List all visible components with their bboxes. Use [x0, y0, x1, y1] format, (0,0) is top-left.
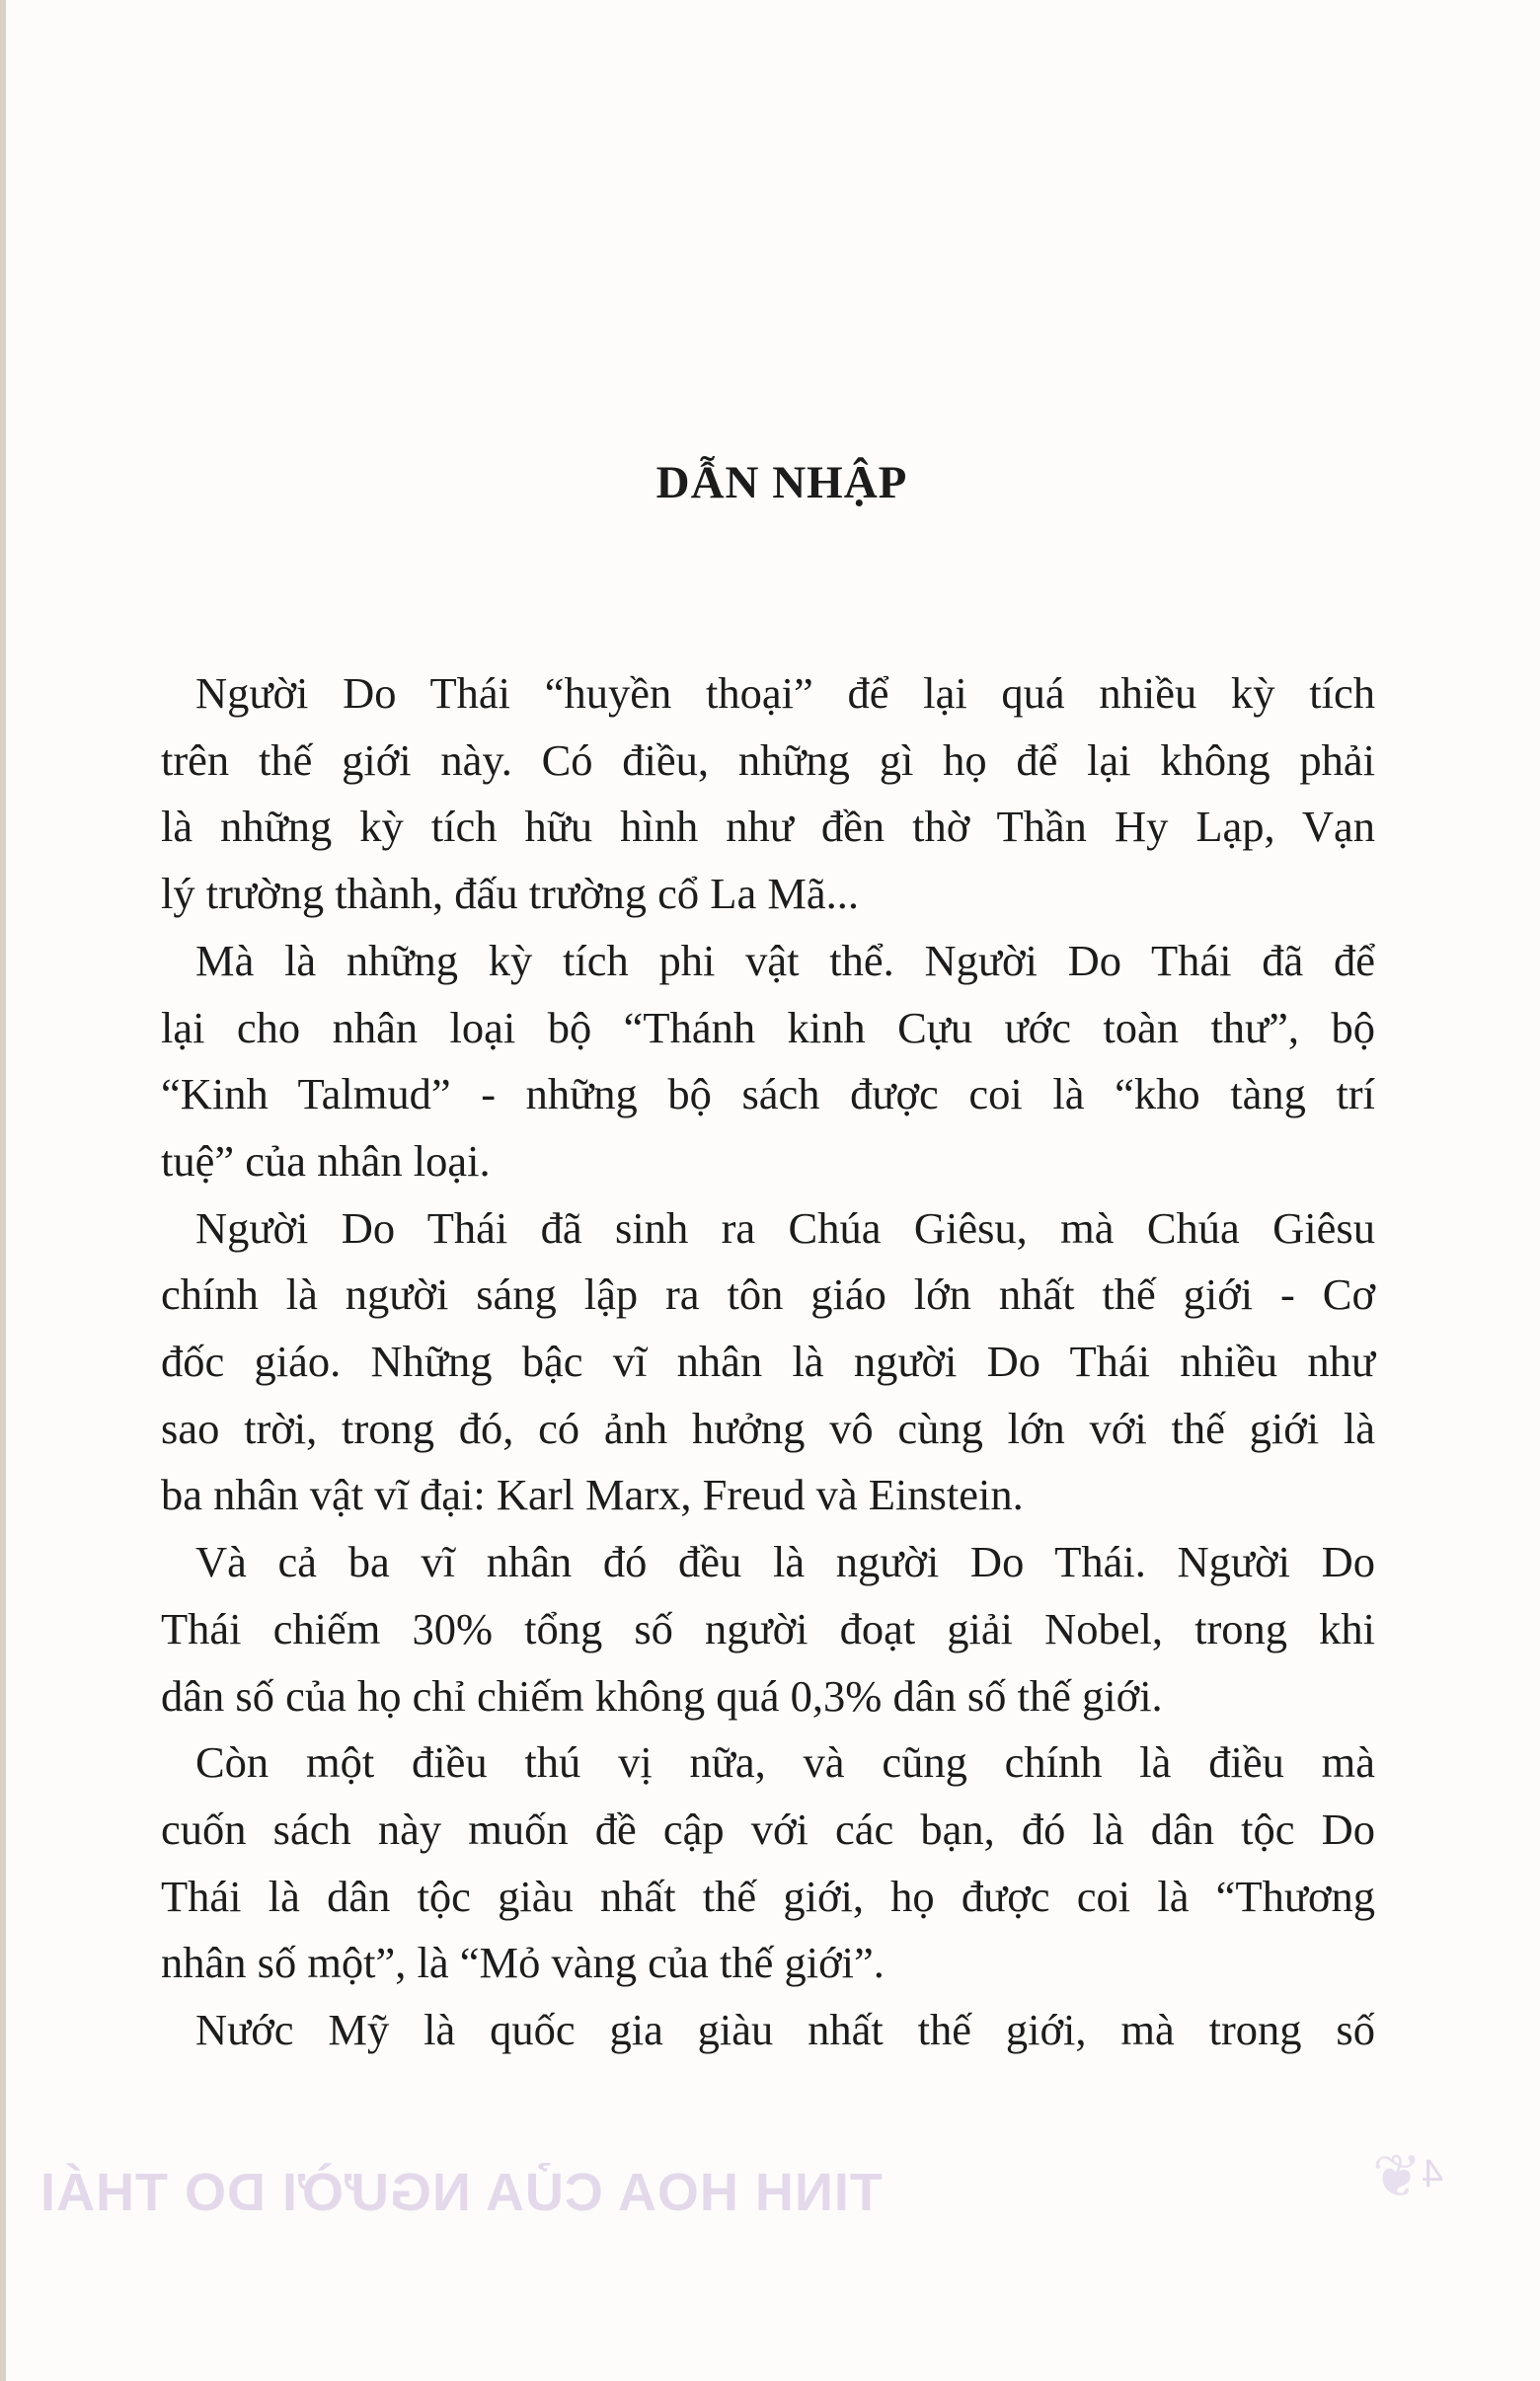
chapter-title: DẪN NHẬP	[655, 457, 908, 508]
text-line: cuốn sách này muốn đề cập với các bạn, đó là dân tộc Do	[161, 1804, 1375, 1854]
text-line: Mà là những kỳ tích phi vật thể. Người Do Thái đã để	[195, 935, 1375, 985]
text-line: Còn một điều thú vị nữa, và cũng chính là điều mà	[195, 1737, 1375, 1788]
text-line: chính là người sáng lập ra tôn giáo lớn nhất thế giới - Cơ	[161, 1269, 1375, 1320]
bleed-through-page-number: 4	[1422, 2152, 1444, 2195]
text-line: lý trường thành, đấu trường cổ La Mã...	[161, 869, 860, 919]
text-line: sao trời, trong đó, có ảnh hưởng vô cùng lớn với thế giới là	[161, 1403, 1375, 1453]
text-line: trên thế giới này. Có điều, những gì họ để lại không phải	[161, 734, 1375, 785]
bleed-through-footer: TINH HOA CỦA NGƯỜI DO THÁI	[39, 2163, 883, 2222]
text-line: Nước Mỹ là quốc gia giàu nhất thế giới, mà trong số	[195, 2005, 1375, 2054]
text-line: nhân số một”, là “Mỏ vàng của thế giới”.	[161, 1938, 885, 1988]
text-line: dân số của họ chỉ chiếm không quá 0,3% dân số thế giới.	[161, 1670, 1163, 1721]
text-line: “Kinh Talmud” - những bộ sách được coi là “kho tàng trí	[161, 1069, 1375, 1119]
text-line: Người Do Thái “huyền thoại” để lại quá nhiều kỳ tích	[195, 668, 1375, 718]
text-line: là những kỳ tích hữu hình như đền thờ Thần Hy Lạp, Vạn	[161, 802, 1375, 852]
text-line: tuệ” của nhân loại.	[161, 1135, 491, 1186]
text-line: Thái chiếm 30% tổng số người đoạt giải Nobel, trong khi	[161, 1603, 1375, 1653]
ornament-icon: ❦	[1372, 2144, 1423, 2209]
text-line: Và cả ba vĩ nhân đó đều là người Do Thái. Người Do	[195, 1537, 1375, 1587]
text-line: đốc giáo. Những bậc vĩ nhân là người Do Thái nhiều như	[161, 1337, 1375, 1386]
page-edge	[0, 0, 6, 2381]
text-line: Người Do Thái đã sinh ra Chúa Giêsu, mà Chúa Giêsu	[195, 1202, 1375, 1253]
text-line: lại cho nhân loại bộ “Thánh kinh Cựu ước toàn thư”, bộ	[161, 1002, 1375, 1052]
text-line: Thái là dân tộc giàu nhất thế giới, họ được coi là “Thương	[161, 1871, 1375, 1921]
text-line: ba nhân vật vĩ đại: Karl Marx, Freud và Einstein.	[161, 1470, 1024, 1520]
